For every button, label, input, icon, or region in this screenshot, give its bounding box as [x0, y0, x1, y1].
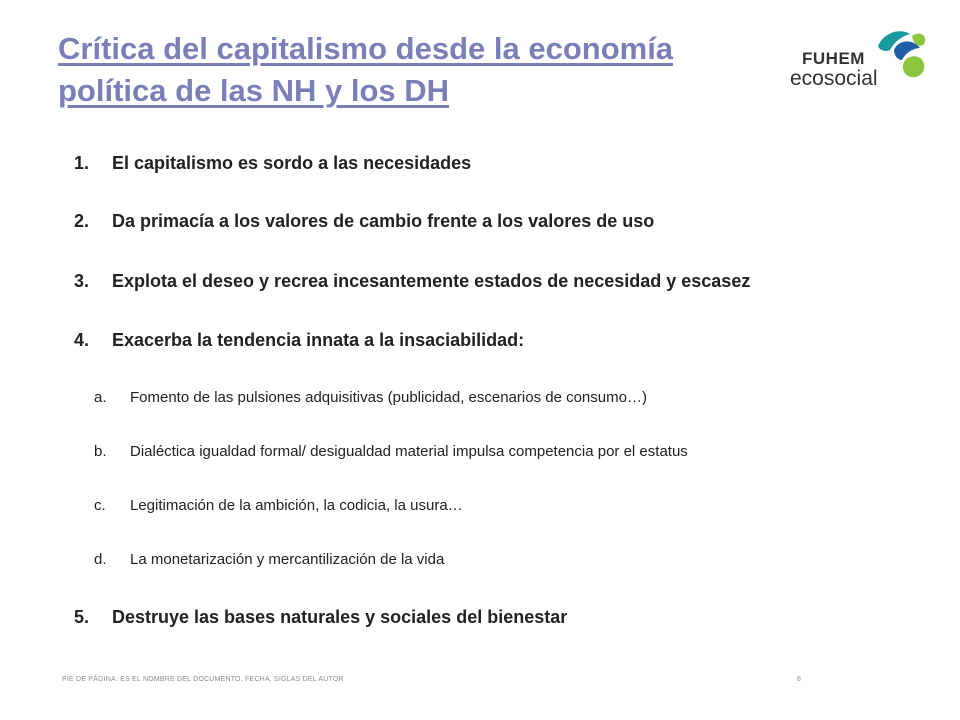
- list-item-number: 4.: [74, 330, 90, 350]
- sub-item-letter: d.: [94, 551, 107, 568]
- list-item-text: Da primacía a los valores de cambio frente a los valores de uso: [112, 211, 655, 231]
- logo-sub-text: ecosocial: [790, 67, 878, 90]
- list-item-number: 3.: [74, 271, 90, 291]
- sub-item-letter: b.: [94, 443, 107, 460]
- list-item-number: 5.: [74, 607, 90, 627]
- sub-item-text: Fomento de las pulsiones adquisitivas (publicidad, escenarios de consumo…): [130, 389, 647, 406]
- logo-leaf-icon: [876, 26, 928, 86]
- list-item-number: 2.: [74, 211, 90, 231]
- list-item-text: El capitalismo es sordo a las necesidades: [112, 153, 472, 173]
- sub-item-text: Dialéctica igualdad formal/ desigualdad material impulsa competencia por el estatus: [130, 443, 688, 460]
- list-item-text: Destruye las bases naturales y sociales del bienestar: [112, 607, 568, 627]
- fuhem-ecosocial-logo: [790, 22, 930, 96]
- page-number: 8: [797, 676, 801, 683]
- list-item-number: 1.: [74, 153, 90, 173]
- sub-item-letter: a.: [94, 389, 107, 406]
- slide-title-line-1: Crítica del capitalismo desde la economía: [58, 31, 674, 66]
- slide-title-line-2: política de las NH y los DH: [58, 73, 450, 108]
- slide-title: [58, 28, 758, 112]
- list-item-text: Exacerba la tendencia innata a la insaciabilidad:: [112, 330, 525, 350]
- sub-item-text: La monetarización y mercantilización de la vida: [130, 551, 445, 568]
- footer-text: PIE DE PÁGINA: ES EL NOMBRE DEL DOCUMENTO, FECHA, SIGLAS DEL AUTOR: [62, 676, 344, 683]
- list-item-text: Explota el deseo y recrea incesantemente estados de necesidad y escasez: [112, 271, 751, 291]
- logo-brand-text: FUHEM: [802, 49, 865, 68]
- sub-item-text: Legitimación de la ambición, la codicia, la usura…: [130, 497, 463, 514]
- sub-item-letter: c.: [94, 497, 106, 514]
